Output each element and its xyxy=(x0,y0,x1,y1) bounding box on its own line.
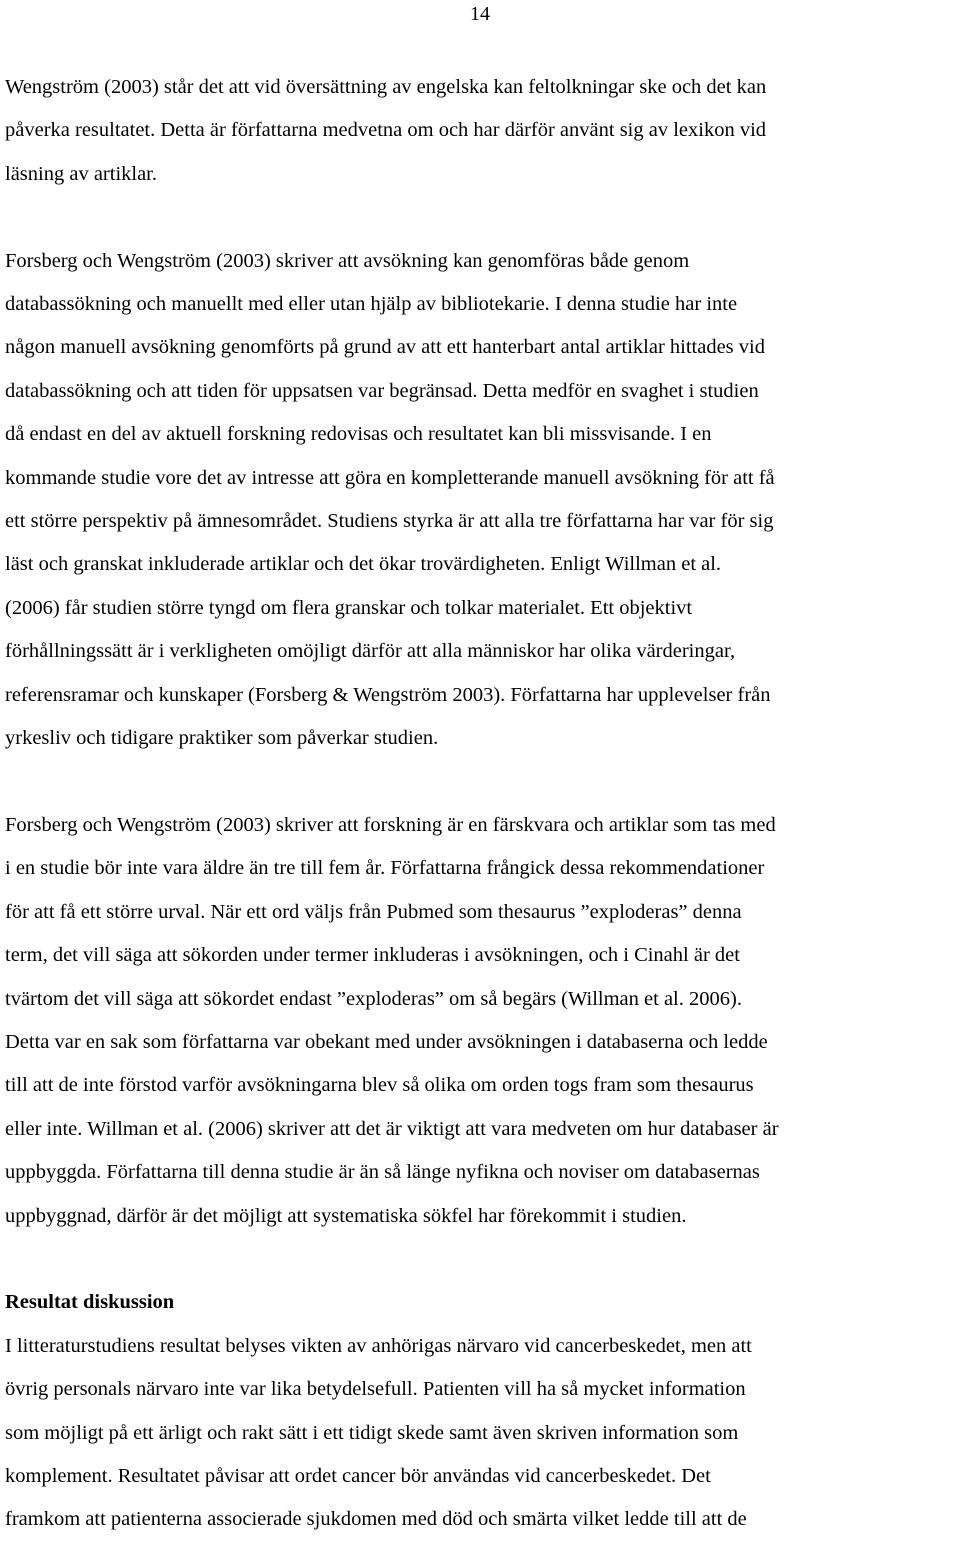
page-number: 14 xyxy=(470,3,490,25)
text-line: för att få ett större urval. När ett ord väljs från Pubmed som thesaurus ”exploderas” denna xyxy=(5,900,742,923)
text-line: ett större perspektiv på ämnesområdet. Studiens styrka är att alla tre författarna har var för sig xyxy=(5,510,774,533)
paragraph-2 xyxy=(5,240,955,761)
text-line: I litteraturstudiens resultat belyses vikten av anhörigas närvaro vid cancerbeskedet, men att xyxy=(5,1334,752,1357)
text-line: kommande studie vore det av intresse att göra en kompletterande manuell avsökning för att få xyxy=(5,466,775,489)
text-line: Wengström (2003) står det att vid översättning av engelska kan feltolkningar ske och det kan xyxy=(5,76,767,98)
text-line: läst och granskat inkluderade artiklar och det ökar trovärdigheten. Enligt Willman et al. xyxy=(5,553,722,576)
text-line: till att de inte förstod varför avsökningarna blev så olika om orden togs fram som thesaurus xyxy=(5,1074,754,1097)
text-line: påverka resultatet. Detta är författarna medvetna om och har därför använt sig av lexikon vid xyxy=(5,119,767,142)
text-line: uppbyggnad, därför är det möjligt att systematiska sökfel har förekommit i studien. xyxy=(5,1204,687,1227)
text-line: databassökning och manuellt med eller utan hjälp av bibliotekarie. I denna studie har inte xyxy=(5,293,738,316)
paragraph-1 xyxy=(5,66,955,196)
text-line: övrig personals närvaro inte var lika betydelsefull. Patienten vill ha så mycket information xyxy=(5,1378,746,1401)
text-line: (2006) får studien större tyngd om flera granskar och tolkar materialet. Ett objektivt xyxy=(5,596,693,619)
paragraph-gap xyxy=(5,760,955,803)
text-line: Forsberg och Wengström (2003) skriver att avsökning kan genomföras både genom xyxy=(5,249,690,272)
text-line: någon manuell avsökning genomförts på grund av att ett hanterbart antal artiklar hittades vid xyxy=(5,336,765,359)
paragraph-4 xyxy=(5,1325,955,1542)
text-line: förhållningssätt är i verkligheten omöjligt därför att alla människor har olika värderingar, xyxy=(5,640,736,663)
text-line: referensramar och kunskaper (Forsberg & Wengström 2003). Författarna har upplevelser från xyxy=(5,683,771,706)
text-line: Detta var en sak som författarna var obekant med under avsökningen i databaserna och ledde xyxy=(5,1030,768,1053)
text-line: som möjligt på ett ärligt och rakt sätt i ett tidigt skede samt även skriven information som xyxy=(5,1421,739,1444)
text-line: databassökning och att tiden för uppsatsen var begränsad. Detta medför en svaghet i studien xyxy=(5,379,759,402)
text-line: komplement. Resultatet påvisar att ordet cancer bör användas vid cancerbeskedet. Det xyxy=(5,1464,711,1487)
text-line: i en studie bör inte vara äldre än tre till fem år. Författarna frångick dessa rekommendationer xyxy=(5,857,765,880)
text-line: läsning av artiklar. xyxy=(5,162,157,185)
section-heading: Resultat diskussion xyxy=(5,1291,175,1314)
paragraph-3 xyxy=(5,804,955,1238)
text-line: då endast en del av aktuell forskning redovisas och resultatet kan bli missvisande. I en xyxy=(5,423,712,446)
text-line: term, det vill säga att sökorden under termer inkluderas i avsökningen, och i Cinahl är det xyxy=(5,944,740,967)
text-line: tvärtom det vill säga att sökordet endast ”exploderas” om så begärs (Willman et al. 2006). xyxy=(5,987,742,1010)
paragraph-gap xyxy=(5,196,955,239)
document-body xyxy=(5,66,955,1542)
text-line: framkom att patienterna associerade sjukdomen med död och smärta vilket ledde till att de xyxy=(5,1508,747,1531)
text-line: uppbyggda. Författarna till denna studie är än så länge nyfikna och noviser om databasernas xyxy=(5,1161,760,1184)
text-line: Forsberg och Wengström (2003) skriver att forskning är en färskvara och artiklar som tas med xyxy=(5,813,776,836)
text-line: yrkesliv och tidigare praktiker som påverkar studien. xyxy=(5,727,439,750)
text-line: eller inte. Willman et al. (2006) skriver att det är viktigt att vara medveten om hur databaser är xyxy=(5,1117,779,1140)
paragraph-gap xyxy=(5,1238,955,1281)
